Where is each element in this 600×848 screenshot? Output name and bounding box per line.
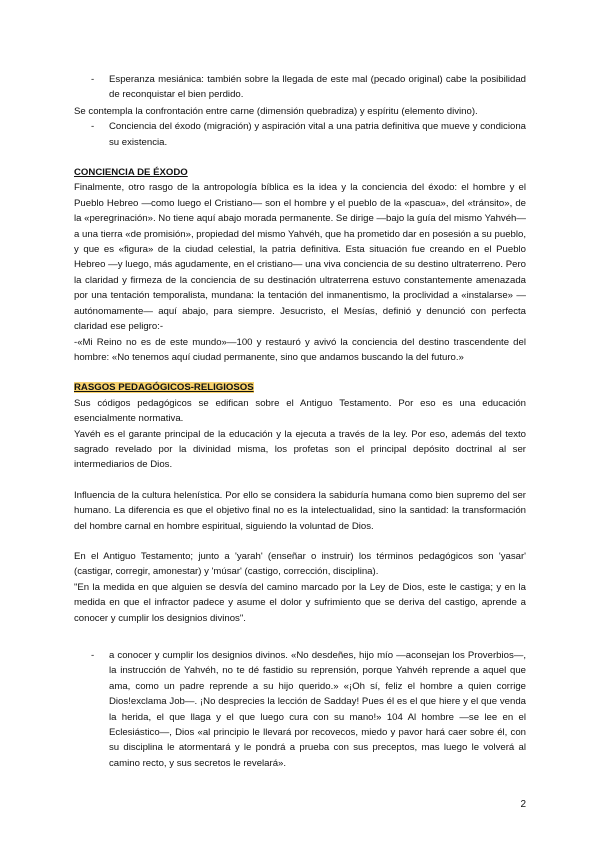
paragraph-antiguo-testamento: En el Antiguo Testamento; junto a 'yarah' (enseñar o instruir) los términos pedagógicos son 'yasar' (castigar, corregir, amonestar) y 'músar' (castigo, corrección, disciplina). — [74, 550, 526, 578]
section-heading-rasgos-pedagogicos — [74, 380, 526, 395]
list-item-esperanza — [74, 72, 526, 103]
paragraph-helenistica: Influencia de la cultura helenística. Por ello se considera la sabiduría humana como bien supremo del ser humano. La diferencia es que el objetivo final no es la intelectualidad, sino la santidad: la transformación del hombre carnal en hombre espiritual, siguiendo la voluntad de Dios. — [74, 489, 526, 532]
paragraph-quote-ley: "En la medida en que alguien se desvía del camino marcado por la Ley de Dios, este le castiga; y en la medida en que el infractor padece y asume el dolor y sufrimiento que se deriva del castigo, aprende a conocer y cumplir los designios divinos". — [74, 581, 526, 624]
paragraph-carne-espiritu: Se contempla la confrontación entre carne (dimensión quebradiza) y espíritu (elemento divino). — [74, 105, 478, 117]
paragraph-exodo-main: Finalmente, otro rasgo de la antropología bíblica es la idea y la conciencia del éxodo: el hombre y el Pueblo Hebreo —como luego el Cristiano— son el hombre y el pueblo de la «pascua», del «tránsito», de la «peregrinación». No tiene aquí abajo morada permanente. Se dirige —bajo la guía del mismo Yahvéh— a una tierra «de promisión», propiedad del mismo Yahvéh, que ha prometido dar en posesión a su pueblo, y que es «figura» de la ciudad celestial, la patria definitiva. Esta situación fue creando en el Pueblo Hebreo —y luego, más agudamente, en el cristiano— una viva conciencia de su destino ultraterreno. Pero la claridad y firmeza de la conciencia de su destinación ultraterrena estuvo constantemente amenazada por una tentación temporalista, mundana: la tentación del inmanentismo, la proclividad a «instalarse» —autónomamente— aquí abajo, para siempre. Jesucristo, el Mesías, definió y denunció con perfecta claridad ese peligro:- — [74, 182, 526, 333]
paragraph-codigos: Sus códigos pedagógicos se edifican sobre el Antiguo Testamento. Por eso es una educación esencialmente normativa. — [74, 397, 526, 425]
bullet-dash: - — [91, 74, 95, 85]
list-item-text: a conocer y cumplir los designios divinos. «No desdeñes, hijo mío —aconsejan los Proverbios—, la instrucción de Yahvéh, no te dé fastidio su reprensión, porque Yahvéh reprende a aquel que ama, como un padre reprende a su hijo querido.» «¡Oh sí, feliz el hombre a quien corrige Dios!exclama Job—. ¡No desprecies la lección de Sadday! Pues él es el que hiere y el que venda la herida, el que llaga y el que luego cura con su mano!» 104 Al hombre —se lee en el Eclesiástico—, Dios «al principio le llevará por recovecos, miedo y pavor hará caer sobre él, con su disciplina le atormentará y le pondrá a prueba con sus preceptos, mas luego le volverá al camino recto, y sus secretos le revelará». — [109, 650, 526, 769]
page-content — [74, 72, 526, 771]
list-item-text: Conciencia del éxodo (migración) y aspiración vital a una patria definitiva que mueve y condiciona su existencia. — [109, 121, 526, 148]
list-item-designios — [74, 648, 526, 771]
bullet-dash: - — [91, 121, 95, 133]
section-heading-conciencia-exodo: CONCIENCIA DE ÉXODO — [74, 167, 188, 179]
list-item-conciencia-exodo — [74, 119, 526, 150]
list-item-text: Esperanza mesiánica: también sobre la llegada de este mal (pecado original) cabe la posibilidad de reconquistar el bien perdido. — [109, 74, 526, 101]
bullet-dash: - — [91, 650, 95, 661]
paragraph-yaveh: Yavéh es el garante principal de la educación y la ejecuta a través de la ley. Por eso, además del texto sagrado revelado por la divinidad misma, los profetas son el principal depósito doctrinal al ser intermediarios de Dios. — [74, 428, 526, 471]
highlighted-heading-text: RASGOS PEDAGÓGICOS-RELIGIOSOS — [74, 382, 254, 394]
page-number: 2 — [520, 799, 526, 810]
paragraph-exodo-reino: -«Mi Reino no es de este mundo»—100 y restauró y avivó la conciencia del destino trascendente del hombre: «No tenemos aquí ciudad permanente, sino que andamos buscando la del futuro.» — [74, 336, 526, 363]
